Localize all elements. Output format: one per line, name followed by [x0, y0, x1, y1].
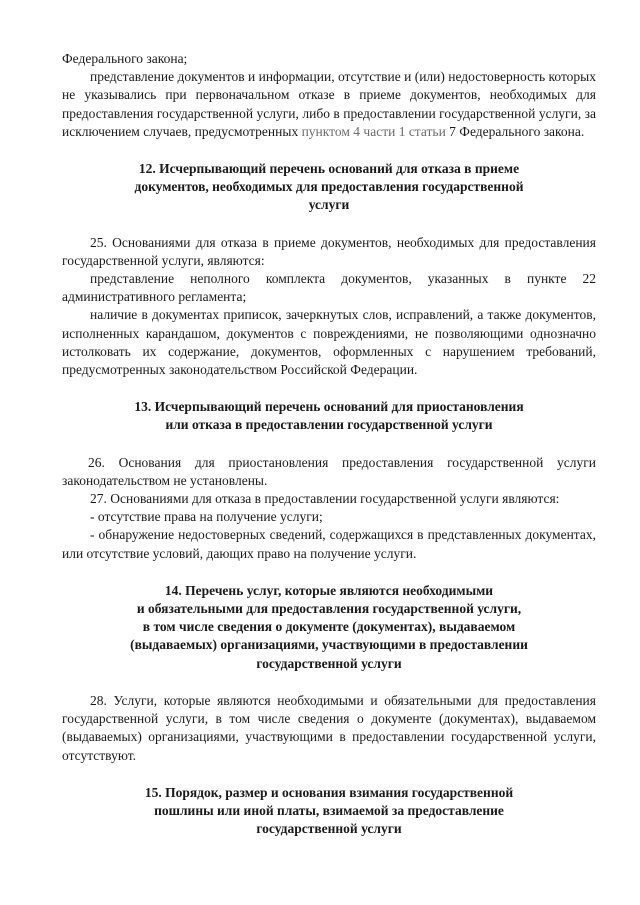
section-13-paragraph-27: 27. Основаниями для отказа в предоставлении государственной услуги являются:	[90, 491, 560, 507]
section-12-paragraph-corrections: наличие в документах приписок, зачеркнутых слов, исправлений, а также документов, исполненных карандашом, документов с повреждениями, не позволяющими однозначно истолковать их содержание, документов, оформленных с нарушением требований, предусмотренных законодательством Российской Федерации.	[62, 307, 596, 378]
section-14-heading-line: в том числе сведения о документе (документах), выдаваемом	[142, 619, 516, 635]
section-14-paragraph-28: 28. Услуги, которые являются необходимыми и обязательными для предоставления государственной услуги, в том числе сведения о документе (документах), выдаваемом (выдаваемых) организациями, участвующими в предоставлении государственной услуги, отсутствуют.	[62, 692, 596, 763]
section-14-heading-line: государственной услуги	[256, 655, 402, 671]
section-14-heading-line: 14. Перечень услуг, которые являются необходимыми	[164, 582, 494, 598]
section-12-heading: 12. Исчерпывающий перечень оснований для отказа в приеме документов, необходимых для предоставления государственной услуги	[134, 161, 524, 213]
section-12-paragraph-25: 25. Основаниями для отказа в приеме документов, необходимых для предоставления государственной услуги, являются:	[62, 234, 596, 268]
section-15-heading-line: пошлины или иной платы, взимаемой за предоставление	[154, 802, 504, 818]
section-12-paragraph-incomplete: представление неполного комплекта документов, указанных в пункте 22 административного регламента;	[62, 271, 596, 305]
paragraph-prev-text: представление документов и информации, отсутствие и (или) недостоверность которых не указывались при первоначальном отказе в приеме документов, необходимых для предоставления государственной услуги, либо в предоставлении государственной услуги, за исключением случаев, предусмотренных	[62, 69, 596, 139]
law-reference-link[interactable]: пунктом 4 части 1 статьи	[301, 123, 446, 139]
section-15-heading	[62, 784, 596, 839]
continuation-line: Федерального закона;	[62, 51, 188, 66]
section-13-heading: 13. Исчерпывающий перечень оснований для приостановления или отказа в предоставлении государственной услуги	[134, 399, 524, 433]
section-13-paragraph-26: 26. Основания для приостановления предоставления государственной услуги законодательством не установлены.	[62, 454, 596, 488]
section-14-heading	[62, 582, 596, 673]
section-15-heading-line: 15. Порядок, размер и основания взимания государственной	[144, 784, 514, 800]
paragraph-prev-tail: 7 Федерального закона.	[445, 123, 585, 139]
document-page	[62, 50, 596, 838]
paragraph-prev	[62, 68, 596, 141]
section-13-item-no-right: - отсутствие права на получение услуги;	[90, 509, 323, 525]
section-13-item-false-info: - обнаружение недостоверных сведений, содержащихся в представленных документах, или отсутствие условий, дающих право на получение услуги.	[62, 527, 596, 561]
section-14-heading-line: и обязательными для предоставления государственной услуги,	[136, 601, 522, 617]
section-14-heading-line: (выдаваемых) организациями, участвующими в предоставлении	[130, 637, 528, 653]
section-15-heading-line: государственной услуги	[256, 821, 402, 837]
